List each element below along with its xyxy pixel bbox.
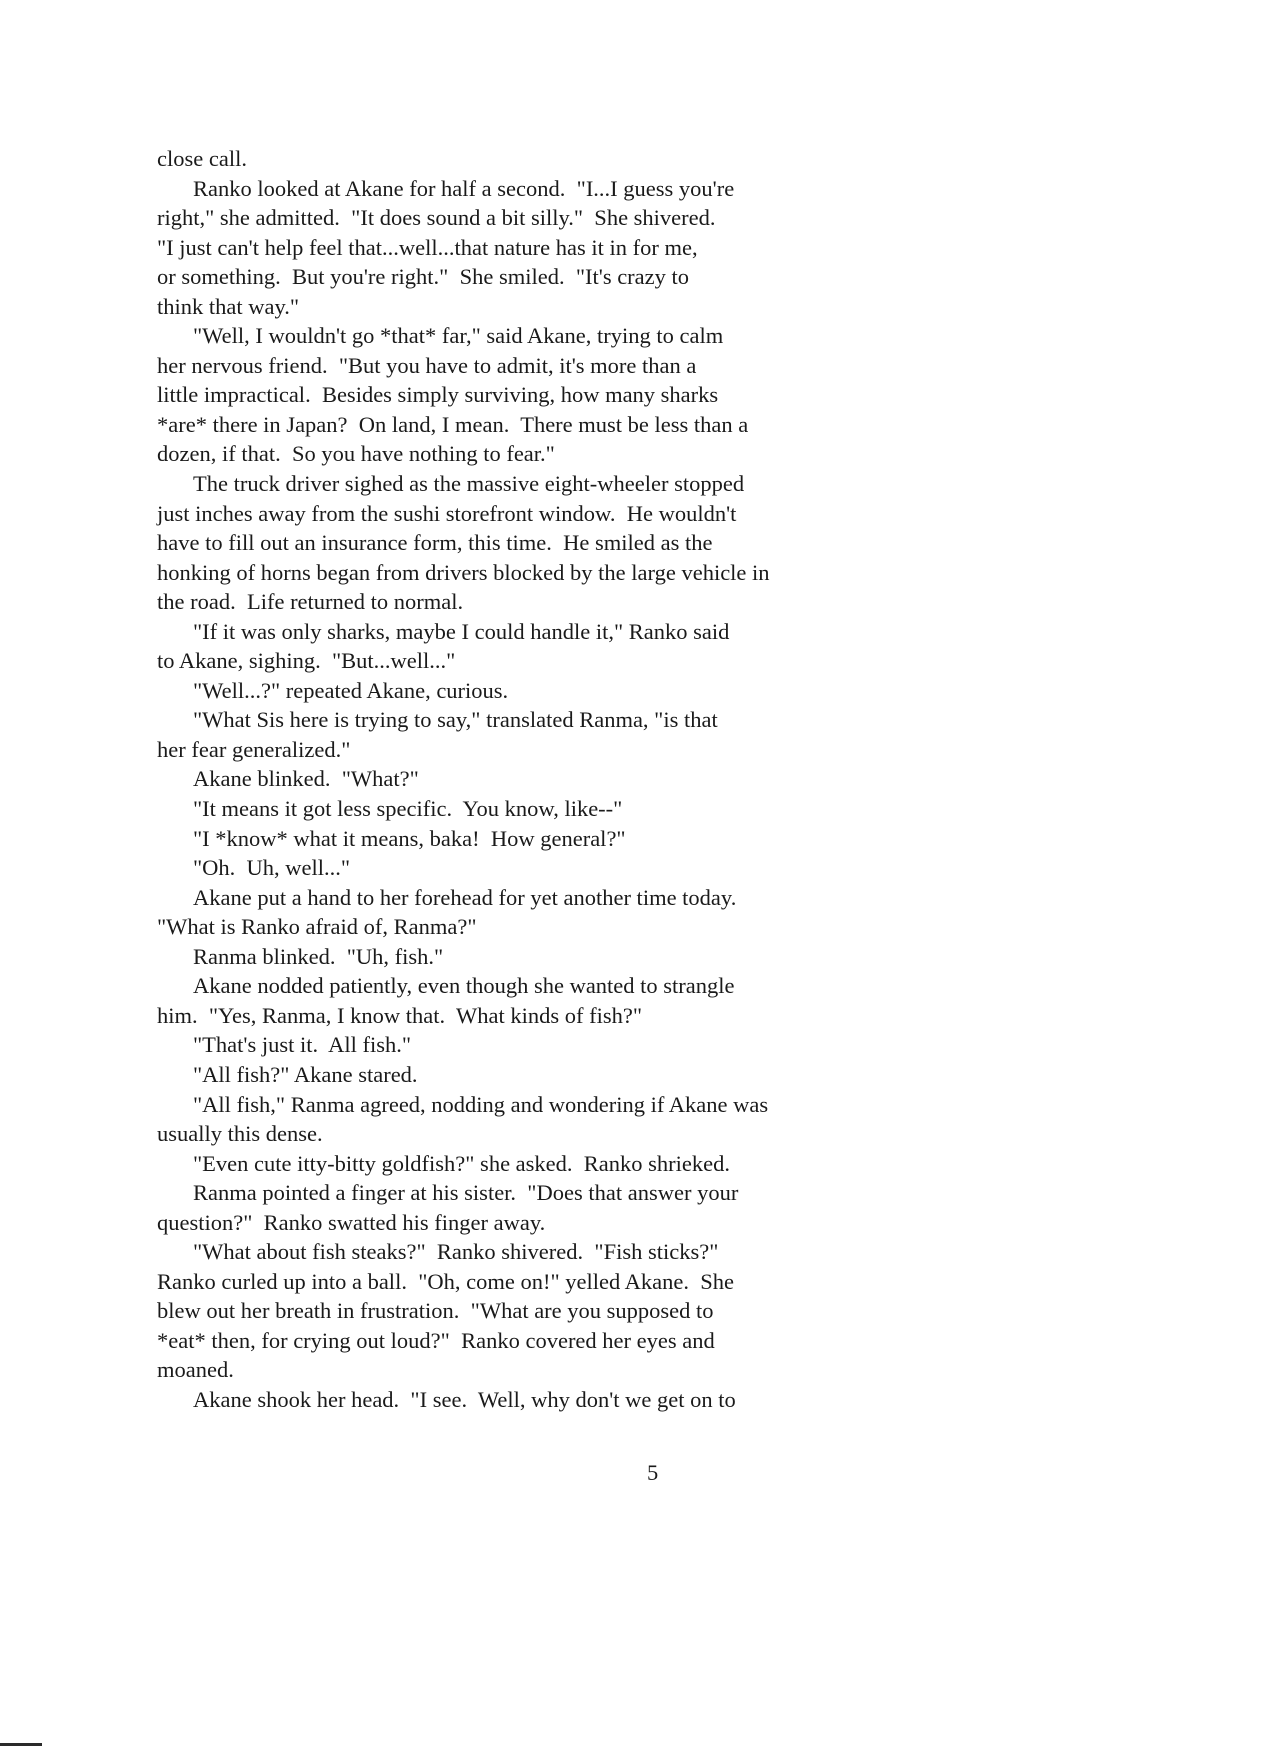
text-line: Ranma blinked. "Uh, fish." <box>193 943 444 969</box>
text-line: "Well, I wouldn't go *that* far," said Akane, trying to calm <box>193 323 724 349</box>
text-line: *are* there in Japan? On land, I mean. There must be less than a <box>157 411 749 437</box>
text-line: Ranko curled up into a ball. "Oh, come on!" yelled Akane. She <box>157 1268 734 1294</box>
text-line: honking of horns began from drivers blocked by the large vehicle in <box>157 559 770 585</box>
text-line: Ranma pointed a finger at his sister. "Does that answer your <box>193 1180 739 1206</box>
text-line: "What about fish steaks?" Ranko shivered. "Fish sticks?" <box>193 1239 719 1265</box>
page-number: 5 <box>647 1460 659 1485</box>
text-line: usually this dense. <box>157 1121 323 1147</box>
text-line: just inches away from the sushi storefront window. He wouldn't <box>157 500 737 526</box>
text-line: Akane blinked. "What?" <box>193 766 419 792</box>
text-line: Akane shook her head. "I see. Well, why don't we get on to <box>193 1386 736 1412</box>
text-line: moaned. <box>157 1357 234 1383</box>
text-line: blew out her breath in frustration. "What are you supposed to <box>157 1298 714 1324</box>
text-line: "I *know* what it means, baka! How general?" <box>193 825 626 851</box>
text-line: question?" Ranko swatted his finger away. <box>157 1209 546 1235</box>
text-line: Ranko looked at Akane for half a second. "I...I guess you're <box>193 175 735 201</box>
text-line: or something. But you're right." She smiled. "It's crazy to <box>157 264 690 290</box>
text-line: dozen, if that. So you have nothing to fear." <box>157 441 555 467</box>
text-line: "What is Ranko afraid of, Ranma?" <box>157 914 477 940</box>
text-line: Akane put a hand to her forehead for yet another time today. <box>193 884 737 910</box>
text-line: "All fish," Ranma agreed, nodding and wondering if Akane was <box>193 1091 769 1117</box>
text-line: to Akane, sighing. "But...well..." <box>157 648 456 674</box>
scan-edge-mark <box>0 1743 42 1746</box>
text-line: her nervous friend. "But you have to admit, it's more than a <box>157 352 697 378</box>
text-line: *eat* then, for crying out loud?" Ranko covered her eyes and <box>157 1327 715 1353</box>
text-line: "It means it got less specific. You know, like--" <box>193 796 623 822</box>
text-line: think that way." <box>157 293 300 319</box>
text-line: "If it was only sharks, maybe I could handle it," Ranko said <box>193 618 730 644</box>
text-line: Akane nodded patiently, even though she wanted to strangle <box>193 973 735 999</box>
text-line: "Oh. Uh, well..." <box>193 855 351 881</box>
text-line: little impractical. Besides simply surviving, how many sharks <box>157 382 719 408</box>
text-line: The truck driver sighed as the massive eight-wheeler stopped <box>193 471 745 497</box>
text-line: "Even cute itty-bitty goldfish?" she asked. Ranko shrieked. <box>193 1150 731 1176</box>
text-line: the road. Life returned to normal. <box>157 589 464 615</box>
text-line: close call. <box>157 146 247 171</box>
text-line: her fear generalized." <box>157 736 351 762</box>
text-line: "I just can't help feel that...well...that nature has it in for me, <box>157 234 698 260</box>
text-line: "Well...?" repeated Akane, curious. <box>193 677 509 703</box>
text-line: "That's just it. All fish." <box>193 1032 412 1058</box>
text-line: "All fish?" Akane stared. <box>193 1061 418 1087</box>
text-line: right," she admitted. "It does sound a bit silly." She shivered. <box>157 205 716 231</box>
text-line: have to fill out an insurance form, this time. He smiled as the <box>157 530 713 556</box>
text-line: him. "Yes, Ranma, I know that. What kinds of fish?" <box>157 1002 643 1028</box>
text-line: "What Sis here is trying to say," translated Ranma, "is that <box>193 707 718 733</box>
body-text <box>157 144 857 1415</box>
